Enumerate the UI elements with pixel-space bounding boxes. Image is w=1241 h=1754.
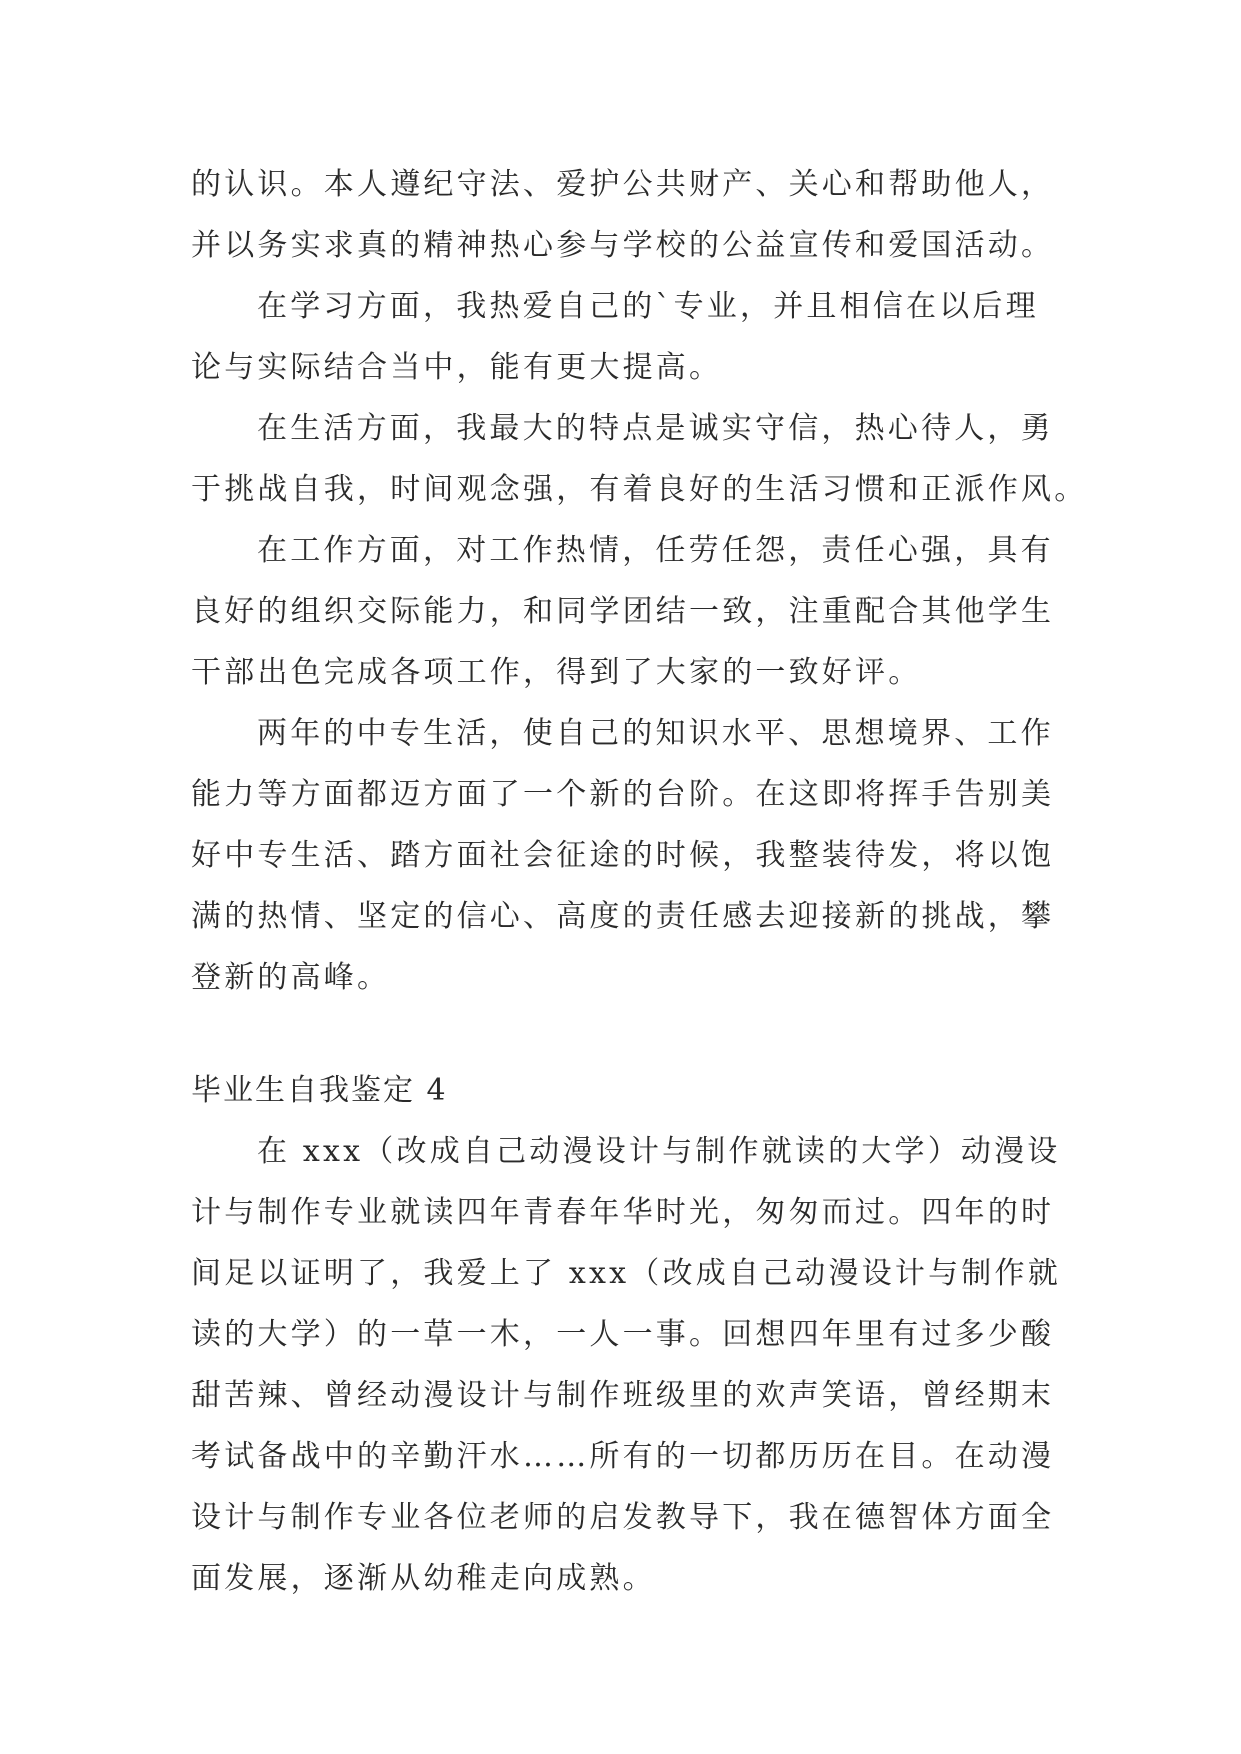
text-line: 良好的组织交际能力，和同学团结一致，注重配合其他学生	[191, 594, 1055, 629]
text-line: 在 xxx（改成自己动漫设计与制作就读的大学）动漫设	[257, 1134, 1061, 1169]
paragraph-respect-law	[191, 168, 1061, 263]
text-line: 读的大学）的一草一木，一人一事。回想四年里有过多少酸	[191, 1317, 1055, 1352]
text-line: 甜苦辣、曾经动漫设计与制作班级里的欢声笑语，曾经期末	[191, 1378, 1055, 1413]
paragraph-graduate	[191, 1135, 1061, 1596]
document-body	[191, 167, 1088, 1623]
text-line: 在学习方面，我热爱自己的`专业，并且相信在以后理	[257, 289, 1039, 324]
text-line: 干部出色完成各项工作，得到了大家的一致好评。	[191, 655, 922, 690]
text-line: 两年的中专生活，使自己的知识水平、思想境界、工作	[257, 716, 1054, 751]
text-line: 满的热情、坚定的信心、高度的责任感去迎接新的挑战，攀	[191, 899, 1055, 934]
paragraph-life	[191, 411, 1088, 507]
text-line: 并以务实求真的精神热心参与学校的公益宣传和爱国活动。	[191, 228, 1055, 263]
section-spacer	[191, 1022, 1061, 1074]
text-line: 好中专生活、踏方面社会征途的时候，我整装待发，将以饱	[191, 838, 1055, 873]
text-line: 设计与制作专业各位老师的启发教导下，我在德智体方面全	[191, 1500, 1055, 1535]
text-line: 能力等方面都迈方面了一个新的台阶。在这即将挥手告别美	[191, 777, 1055, 812]
text-line: 论与实际结合当中，能有更大提高。	[191, 350, 723, 385]
text-line: 登新的高峰。	[191, 960, 391, 995]
paragraph-summary	[191, 717, 1061, 995]
text-line: 的认识。本人遵纪守法、爱护公共财产、关心和帮助他人，	[191, 167, 1055, 202]
text-line: 在工作方面，对工作热情，任劳任怨，责任心强，具有	[257, 533, 1054, 568]
text-line: 计与制作专业就读四年青春年华时光，匆匆而过。四年的时	[191, 1195, 1055, 1230]
paragraph-work	[191, 534, 1061, 690]
text-line: 于挑战自我，时间观念强，有着良好的生活习惯和正派作风。	[191, 472, 1088, 507]
text-line: 面发展，逐渐从幼稚走向成熟。	[191, 1561, 656, 1596]
section-heading-block	[191, 1074, 1061, 1108]
text-line: 考试备战中的辛勤汗水……所有的一切都历历在目。在动漫	[191, 1439, 1055, 1474]
text-line: 在生活方面，我最大的特点是诚实守信，热心待人，勇	[257, 411, 1054, 446]
text-line: 间足以证明了，我爱上了 xxx（改成自己动漫设计与制作就	[191, 1256, 1061, 1291]
paragraph-study	[191, 290, 1061, 385]
section-heading: 毕业生自我鉴定 4	[191, 1073, 448, 1108]
